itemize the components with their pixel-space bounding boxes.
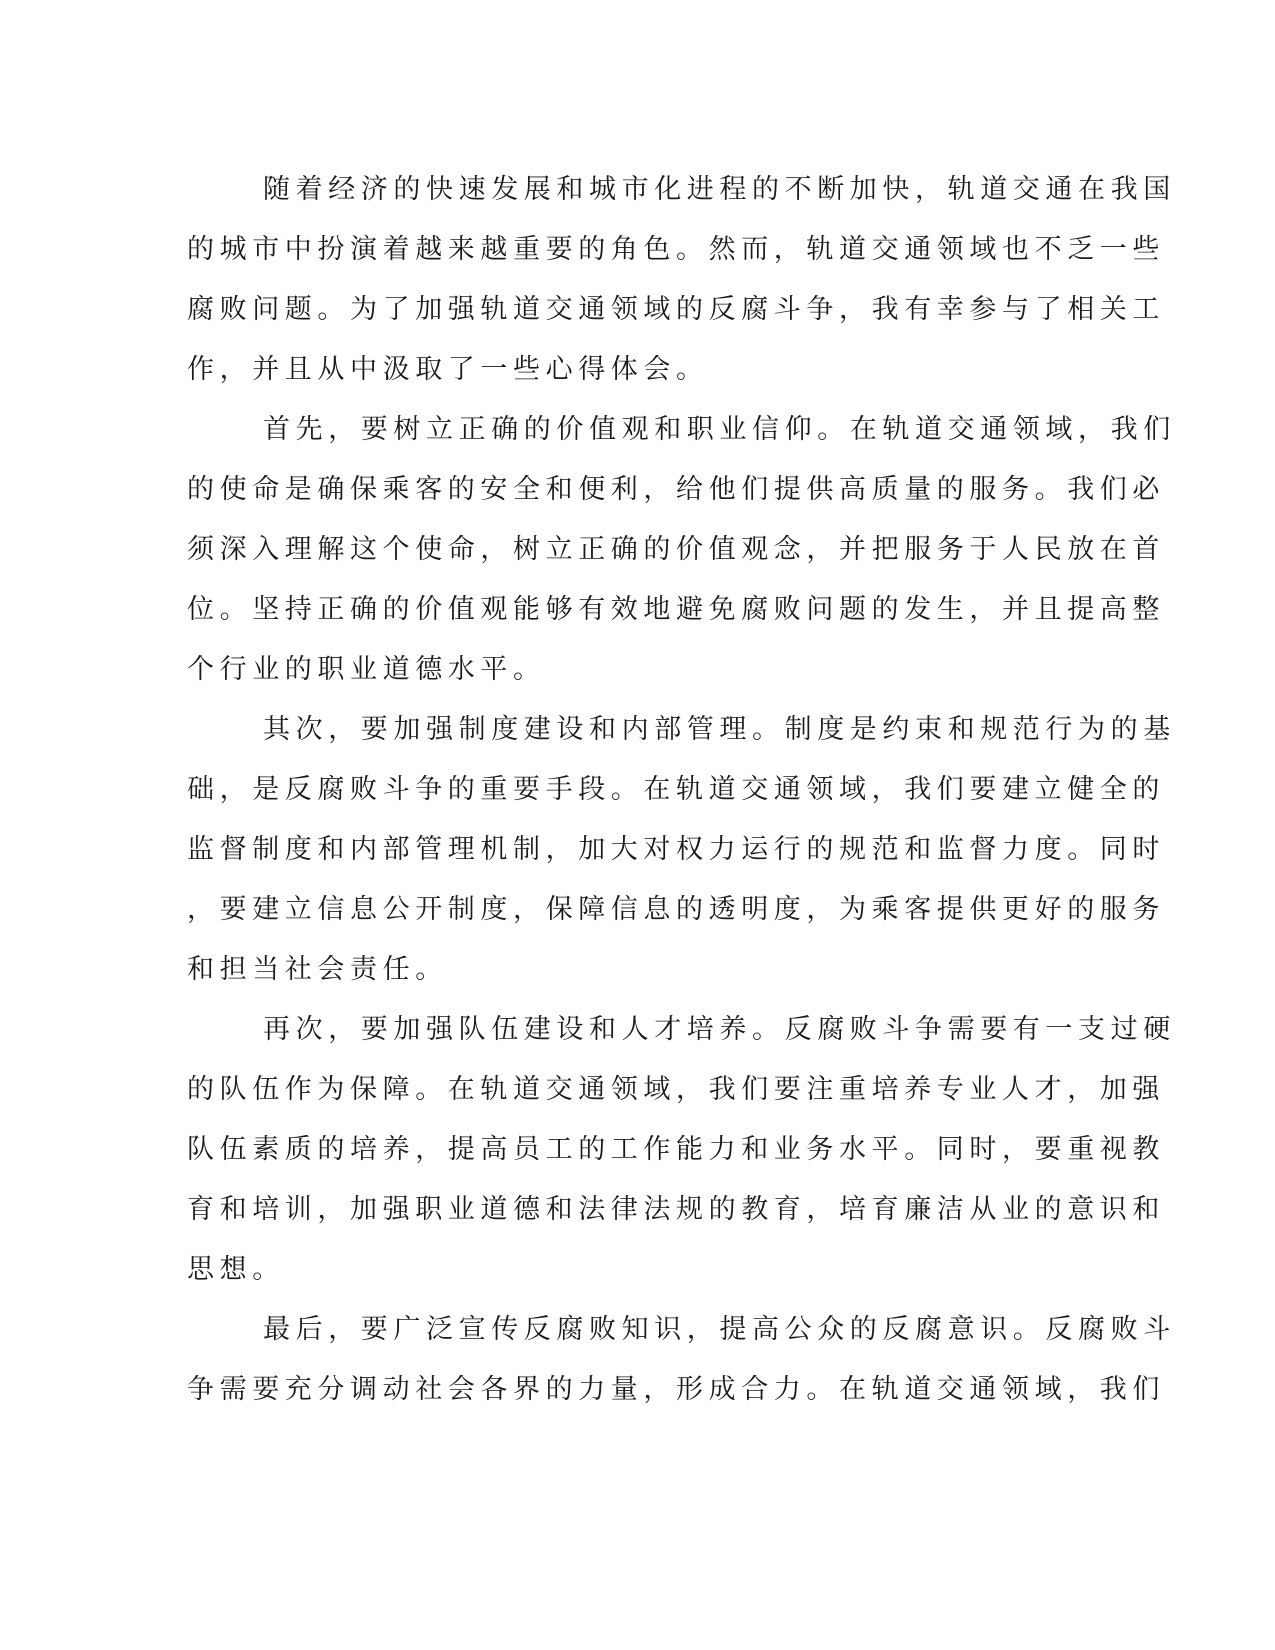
paragraph-2 — [187, 400, 1176, 700]
paragraph-line: 腐败问题。为了加强轨道交通领域的反腐斗争，我有幸参与了相关工 — [187, 294, 1165, 325]
paragraph-line: 队伍素质的培养，提高员工的工作能力和业务水平。同时，要重视教 — [187, 1134, 1165, 1165]
document-body — [187, 160, 1176, 1420]
paragraph-5 — [187, 1300, 1176, 1420]
paragraph-line: 作，并且从中汲取了一些心得体会。 — [187, 354, 709, 385]
paragraph-line: 争需要充分调动社会各界的力量，形成合力。在轨道交通领域，我们 — [187, 1374, 1165, 1405]
paragraph-1 — [187, 160, 1176, 400]
paragraph-line: 须深入理解这个使命，树立正确的价值观念，并把服务于人民放在首 — [187, 534, 1165, 565]
paragraph-line: 监督制度和内部管理机制，加大对权力运行的规范和监督力度。同时 — [187, 834, 1165, 865]
paragraph-line: 和担当社会责任。 — [187, 954, 448, 985]
paragraph-line: 首先，要树立正确的价值观和职业信仰。在轨道交通领域，我们 — [263, 414, 1176, 445]
paragraph-line: 随着经济的快速发展和城市化进程的不断加快，轨道交通在我国 — [263, 174, 1176, 205]
paragraph-line: 位。坚持正确的价值观能够有效地避免腐败问题的发生，并且提高整 — [187, 594, 1165, 625]
paragraph-line: 础，是反腐败斗争的重要手段。在轨道交通领域，我们要建立健全的 — [187, 774, 1165, 805]
paragraph-line: 思想。 — [187, 1254, 285, 1285]
paragraph-3 — [187, 700, 1176, 1000]
paragraph-line: 其次，要加强制度建设和内部管理。制度是约束和规范行为的基 — [263, 714, 1176, 745]
paragraph-line: 最后，要广泛宣传反腐败知识，提高公众的反腐意识。反腐败斗 — [263, 1314, 1176, 1345]
paragraph-line: 的城市中扮演着越来越重要的角色。然而，轨道交通领域也不乏一些 — [187, 234, 1165, 265]
paragraph-line: 的使命是确保乘客的安全和便利，给他们提供高质量的服务。我们必 — [187, 474, 1165, 505]
paragraph-line: ，要建立信息公开制度，保障信息的透明度，为乘客提供更好的服务 — [187, 894, 1165, 925]
paragraph-line: 个行业的职业道德水平。 — [187, 654, 546, 685]
paragraph-line: 的队伍作为保障。在轨道交通领域，我们要注重培养专业人才，加强 — [187, 1074, 1165, 1105]
paragraph-4 — [187, 1000, 1176, 1300]
paragraph-line: 育和培训，加强职业道德和法律法规的教育，培育廉洁从业的意识和 — [187, 1194, 1165, 1225]
paragraph-line: 再次，要加强队伍建设和人才培养。反腐败斗争需要有一支过硬 — [263, 1014, 1176, 1045]
